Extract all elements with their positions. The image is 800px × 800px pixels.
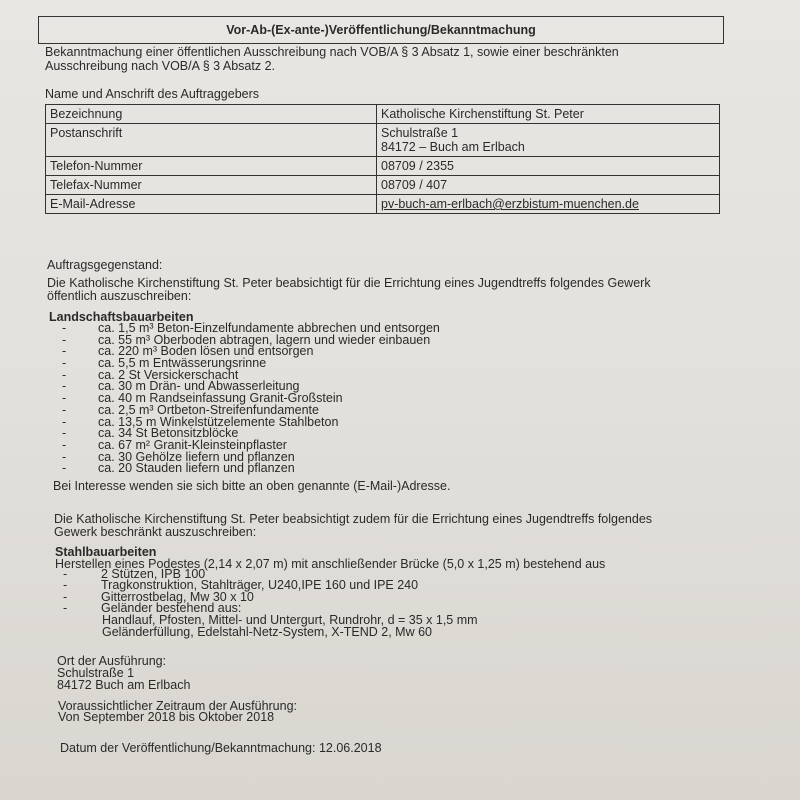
name-label: Bezeichnung <box>46 105 377 124</box>
para2-line-1: Die Katholische Kirchenstiftung St. Peter beabsichtigt zudem für die Errichtung eines Jugendtreffs folgendes <box>54 512 653 526</box>
phone-value: 08709 / 2355 <box>377 157 720 176</box>
para1-line-1: Die Katholische Kirchenstiftung St. Peter beabsichtigt für die Errichtung eines Jugendtreffs folgendes Gewerk <box>47 276 651 290</box>
section1-heading: Landschaftsbauarbeiten <box>49 310 194 324</box>
phone-label: Telefon-Nummer <box>46 157 377 176</box>
location-line-1: Schulstraße 1 <box>57 666 135 680</box>
subject-label: Auftragsgegenstand: <box>47 258 163 272</box>
email-value <box>377 195 720 214</box>
section2-heading: Stahlbauarbeiten <box>55 545 157 559</box>
section2-sub-2: Geländerfüllung, Edelstahl-Netz-System, X-TEND 2, Mw 60 <box>102 625 432 639</box>
publication-date: Datum der Veröffentlichung/Bekanntmachung: 12.06.2018 <box>60 741 382 755</box>
document-page: Vor-Ab-(Ex-ante-)Veröffentlichung/Bekanntmachung Bekanntmachung einer öffentlichen Ausschreibung nach VOB/A § 3 Absatz 1, sowie einer beschränkten Ausschreibung nach VOB/A § 3 Absatz 2. Name und Anschrift des Auftraggebers Bezeichnung Katholische Kirchenstiftung St. Peter Postanschrift Schulstraße 1 84172 – Buch am Erlbach Telefon-Nummer 08709 / 2355 Telefax-Nummer 08709 / 407 E-Mail-Adresse pv-buch-am-erlbach@erzbistum-muenchen.de Auftragsgegenstand: Die Katholische Kirchenstiftung St. Peter beabsichtigt für die Errichtung eines Jugendtreffs folgendes Gewerk öffentlich auszuschreiben: Landschaftsbauarbeiten - ca. 1,5 m³ Beton-Einzelfundamente abbrechen und entsorgen - ca. 55 m³ Oberboden abtragen, lagern und wieder einbauen - ca. 220 m³ Boden lösen und entsorgen - ca. 5,5 m Entwässerungsrinne - ca. 2 St Versickerschacht - ca. 30 m Drän- und Abwasserleitung - ca. 40 m Randseinfassung Granit-Großstein - ca. 2,5 m³ Ortbeton-Streifenfundamente - ca. 13,5 m Winkelstützelemente Stahlbeton - ca. 34 St Betonsitzblöcke - ca. 67 m² Granit-Kleinsteinpflaster - ca. 30 Gehölze liefern und pflanzen - ca. 20 Stauden liefern und pflanzen Bei Interesse wenden sie sich bitte an oben genannte (E-Mail-)Adresse. Die Katholische Kirchenstiftung St. Peter beabsichtigt zudem für die Errichtung eines Jugendtreffs folgendes Gewerk beschränkt auszuschreiben: Stahlbauarbeiten Herstellen eines Podestes (2,14 x 2,07 m) mit anschließender Brücke (5,0 x 1,25 m) bestehend aus - 2 Stützen, IPB 100 - Tragkonstruktion, Stahlträger, U240,IPE 160 und IPE 240 - Gitterrostbelag, Mw 30 x 10 - Geländer bestehend aus: Handlauf, Pfosten, Mittel- und Untergurt, Rundrohr, d = 35 x 1,5 mm Geländerfüllung, Edelstahl-Netz-System, X-TEND 2, Mw 60 Ort der Ausführung: Schulstraße 1 84172 Buch am Erlbach Voraussichtlicher Zeitraum der Ausführung: Von September 2018 bis Oktober 2018 Datum der Veröffentlichung/Bekanntmachung: 12.06.2018 <box>0 0 800 800</box>
interest-note: Bei Interesse wenden sie sich bitte an oben genannte (E-Mail-)Adresse. <box>53 479 451 493</box>
address-value <box>377 124 720 157</box>
client-heading: Name und Anschrift des Auftraggebers <box>45 87 260 101</box>
period-value: Von September 2018 bis Oktober 2018 <box>58 710 275 724</box>
table-row <box>46 176 720 195</box>
period-label: Voraussichtlicher Zeitraum der Ausführung: <box>58 699 298 713</box>
section2-intro: Herstellen eines Podestes (2,14 x 2,07 m) mit anschließender Brücke (5,0 x 1,25 m) bestehend aus <box>55 557 606 571</box>
para1-line-2: öffentlich auszuschreiben: <box>47 289 192 303</box>
table-row <box>46 105 720 124</box>
document-title: Vor-Ab-(Ex-ante-)Veröffentlichung/Bekanntmachung <box>38 16 724 44</box>
intro-line-2: Ausschreibung nach VOB/A § 3 Absatz 2. <box>45 59 276 73</box>
email-label: E-Mail-Adresse <box>46 195 377 214</box>
section2-sub-1: Handlauf, Pfosten, Mittel- und Untergurt, Rundrohr, d = 35 x 1,5 mm <box>102 613 478 627</box>
fax-label: Telefax-Nummer <box>46 176 377 195</box>
contact-table <box>45 104 720 214</box>
intro-line-1: Bekanntmachung einer öffentlichen Ausschreibung nach VOB/A § 3 Absatz 1, sowie einer beschränkten <box>45 45 619 59</box>
email-link[interactable]: pv-buch-am-erlbach@erzbistum-muenchen.de <box>381 197 639 211</box>
name-value: Katholische Kirchenstiftung St. Peter <box>377 105 720 124</box>
fax-value: 08709 / 407 <box>377 176 720 195</box>
table-row <box>46 124 720 157</box>
address-line-1: Schulstraße 1 <box>381 126 459 140</box>
address-label: Postanschrift <box>46 124 377 157</box>
location-label: Ort der Ausführung: <box>57 654 167 668</box>
para2-line-2: Gewerk beschränkt auszuschreiben: <box>54 525 257 539</box>
table-row <box>46 195 720 214</box>
location-line-2: 84172 Buch am Erlbach <box>57 678 191 692</box>
table-row <box>46 157 720 176</box>
address-line-2: 84172 – Buch am Erlbach <box>381 140 525 154</box>
